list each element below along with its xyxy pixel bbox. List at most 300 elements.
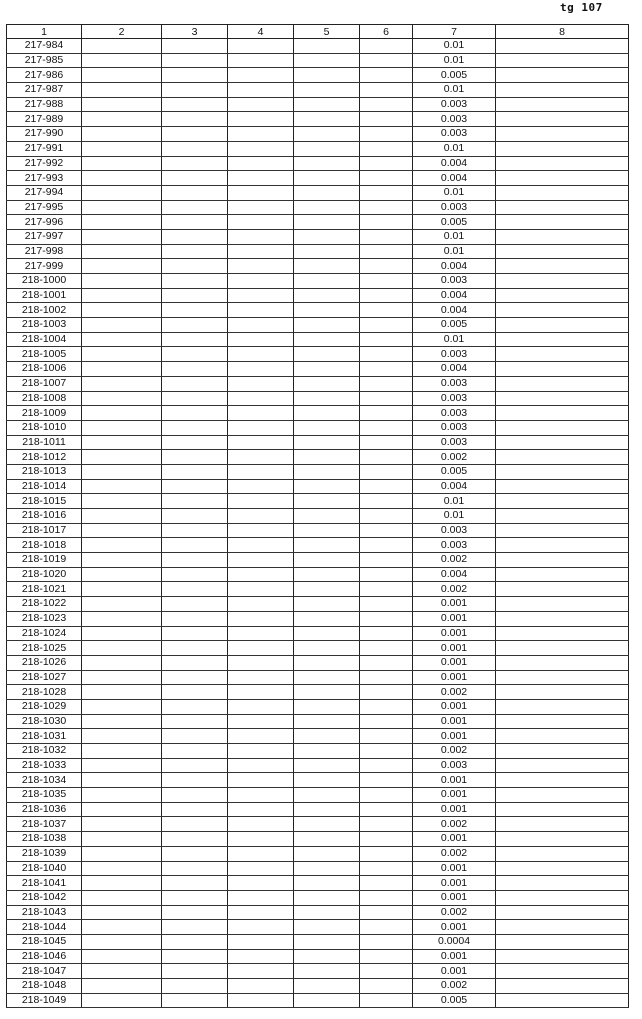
value-cell: 0.001 bbox=[413, 773, 496, 788]
table-row bbox=[7, 244, 629, 259]
empty-cell bbox=[82, 200, 162, 215]
empty-cell bbox=[294, 788, 360, 803]
empty-cell bbox=[360, 788, 413, 803]
table-row bbox=[7, 435, 629, 450]
sample-id-cell: 217-996 bbox=[7, 215, 82, 230]
empty-cell bbox=[294, 83, 360, 98]
empty-cell bbox=[82, 567, 162, 582]
empty-cell bbox=[82, 788, 162, 803]
empty-cell bbox=[360, 846, 413, 861]
empty-cell bbox=[82, 729, 162, 744]
empty-cell bbox=[360, 450, 413, 465]
empty-cell bbox=[360, 920, 413, 935]
value-cell: 0.002 bbox=[413, 979, 496, 994]
value-cell: 0.01 bbox=[413, 229, 496, 244]
value-cell: 0.003 bbox=[413, 406, 496, 421]
empty-cell bbox=[496, 597, 629, 612]
empty-cell bbox=[162, 229, 228, 244]
value-cell: 0.002 bbox=[413, 553, 496, 568]
sample-id-cell: 218-1011 bbox=[7, 435, 82, 450]
empty-cell bbox=[294, 949, 360, 964]
column-header: 5 bbox=[294, 25, 360, 39]
empty-cell bbox=[496, 744, 629, 759]
empty-cell bbox=[228, 979, 294, 994]
empty-cell bbox=[360, 890, 413, 905]
empty-cell bbox=[228, 758, 294, 773]
empty-cell bbox=[228, 259, 294, 274]
sample-id-cell: 218-1001 bbox=[7, 288, 82, 303]
empty-cell bbox=[82, 934, 162, 949]
value-cell: 0.001 bbox=[413, 788, 496, 803]
empty-cell bbox=[294, 773, 360, 788]
empty-cell bbox=[360, 744, 413, 759]
empty-cell bbox=[360, 347, 413, 362]
empty-cell bbox=[360, 303, 413, 318]
empty-cell bbox=[496, 655, 629, 670]
column-header: 1 bbox=[7, 25, 82, 39]
empty-cell bbox=[496, 259, 629, 274]
empty-cell bbox=[162, 641, 228, 656]
empty-cell bbox=[360, 773, 413, 788]
empty-cell bbox=[294, 714, 360, 729]
empty-cell bbox=[82, 141, 162, 156]
value-cell: 0.001 bbox=[413, 861, 496, 876]
sample-id-cell: 218-1005 bbox=[7, 347, 82, 362]
empty-cell bbox=[162, 112, 228, 127]
empty-cell bbox=[496, 729, 629, 744]
empty-cell bbox=[228, 97, 294, 112]
empty-cell bbox=[294, 141, 360, 156]
empty-cell bbox=[294, 274, 360, 289]
table-row bbox=[7, 964, 629, 979]
empty-cell bbox=[360, 420, 413, 435]
empty-cell bbox=[360, 509, 413, 524]
empty-cell bbox=[294, 347, 360, 362]
empty-cell bbox=[496, 274, 629, 289]
empty-cell bbox=[228, 83, 294, 98]
empty-cell bbox=[228, 993, 294, 1008]
value-cell: 0.002 bbox=[413, 744, 496, 759]
empty-cell bbox=[228, 949, 294, 964]
value-cell: 0.003 bbox=[413, 376, 496, 391]
empty-cell bbox=[294, 112, 360, 127]
empty-cell bbox=[228, 215, 294, 230]
empty-cell bbox=[82, 890, 162, 905]
empty-cell bbox=[360, 641, 413, 656]
value-cell: 0.001 bbox=[413, 699, 496, 714]
empty-cell bbox=[162, 494, 228, 509]
empty-cell bbox=[496, 171, 629, 186]
sample-id-cell: 218-1004 bbox=[7, 332, 82, 347]
empty-cell bbox=[82, 509, 162, 524]
column-header: 8 bbox=[496, 25, 629, 39]
empty-cell bbox=[496, 185, 629, 200]
empty-cell bbox=[294, 832, 360, 847]
empty-cell bbox=[228, 318, 294, 333]
empty-cell bbox=[294, 127, 360, 142]
table-row bbox=[7, 597, 629, 612]
empty-cell bbox=[360, 817, 413, 832]
empty-cell bbox=[82, 112, 162, 127]
empty-cell bbox=[82, 714, 162, 729]
empty-cell bbox=[496, 905, 629, 920]
empty-cell bbox=[294, 582, 360, 597]
empty-cell bbox=[360, 39, 413, 54]
table-row bbox=[7, 729, 629, 744]
sample-id-cell: 218-1002 bbox=[7, 303, 82, 318]
table-row bbox=[7, 362, 629, 377]
table-row bbox=[7, 376, 629, 391]
value-cell: 0.001 bbox=[413, 802, 496, 817]
sample-id-cell: 218-1041 bbox=[7, 876, 82, 891]
empty-cell bbox=[82, 964, 162, 979]
page-number-label: tg 107 bbox=[560, 1, 603, 14]
column-header: 3 bbox=[162, 25, 228, 39]
empty-cell bbox=[162, 274, 228, 289]
sample-id-cell: 218-1021 bbox=[7, 582, 82, 597]
empty-cell bbox=[162, 200, 228, 215]
empty-cell bbox=[294, 200, 360, 215]
table-row bbox=[7, 450, 629, 465]
empty-cell bbox=[360, 53, 413, 68]
empty-cell bbox=[82, 362, 162, 377]
table-row bbox=[7, 420, 629, 435]
empty-cell bbox=[228, 817, 294, 832]
empty-cell bbox=[228, 832, 294, 847]
value-cell: 0.003 bbox=[413, 435, 496, 450]
empty-cell bbox=[162, 259, 228, 274]
sample-id-cell: 218-1017 bbox=[7, 523, 82, 538]
empty-cell bbox=[360, 156, 413, 171]
empty-cell bbox=[294, 861, 360, 876]
value-cell: 0.001 bbox=[413, 597, 496, 612]
empty-cell bbox=[82, 288, 162, 303]
empty-cell bbox=[82, 127, 162, 142]
empty-cell bbox=[294, 964, 360, 979]
table-row bbox=[7, 68, 629, 83]
empty-cell bbox=[228, 391, 294, 406]
sample-id-cell: 217-991 bbox=[7, 141, 82, 156]
empty-cell bbox=[162, 993, 228, 1008]
empty-cell bbox=[496, 450, 629, 465]
empty-cell bbox=[162, 244, 228, 259]
sample-id-cell: 218-1038 bbox=[7, 832, 82, 847]
empty-cell bbox=[294, 39, 360, 54]
empty-cell bbox=[162, 509, 228, 524]
empty-cell bbox=[228, 141, 294, 156]
empty-cell bbox=[82, 318, 162, 333]
empty-cell bbox=[496, 229, 629, 244]
empty-cell bbox=[360, 435, 413, 450]
empty-cell bbox=[82, 494, 162, 509]
empty-cell bbox=[496, 479, 629, 494]
sample-id-cell: 218-1026 bbox=[7, 655, 82, 670]
sample-id-cell: 218-1030 bbox=[7, 714, 82, 729]
empty-cell bbox=[360, 523, 413, 538]
empty-cell bbox=[82, 406, 162, 421]
table-row bbox=[7, 582, 629, 597]
empty-cell bbox=[294, 876, 360, 891]
value-cell: 0.004 bbox=[413, 567, 496, 582]
table-row bbox=[7, 185, 629, 200]
value-cell: 0.003 bbox=[413, 758, 496, 773]
empty-cell bbox=[496, 523, 629, 538]
value-cell: 0.004 bbox=[413, 171, 496, 186]
empty-cell bbox=[294, 744, 360, 759]
empty-cell bbox=[496, 112, 629, 127]
empty-cell bbox=[360, 288, 413, 303]
empty-cell bbox=[82, 905, 162, 920]
table-row bbox=[7, 934, 629, 949]
sample-id-cell: 218-1006 bbox=[7, 362, 82, 377]
empty-cell bbox=[496, 993, 629, 1008]
table-row bbox=[7, 538, 629, 553]
empty-cell bbox=[360, 318, 413, 333]
sample-id-cell: 217-987 bbox=[7, 83, 82, 98]
empty-cell bbox=[496, 156, 629, 171]
sample-id-cell: 218-1037 bbox=[7, 817, 82, 832]
empty-cell bbox=[496, 332, 629, 347]
empty-cell bbox=[82, 773, 162, 788]
sample-id-cell: 217-997 bbox=[7, 229, 82, 244]
empty-cell bbox=[228, 112, 294, 127]
sample-id-cell: 218-1045 bbox=[7, 934, 82, 949]
value-cell: 0.003 bbox=[413, 391, 496, 406]
empty-cell bbox=[496, 318, 629, 333]
table-row bbox=[7, 758, 629, 773]
empty-cell bbox=[360, 861, 413, 876]
sample-id-cell: 218-1014 bbox=[7, 479, 82, 494]
empty-cell bbox=[228, 861, 294, 876]
empty-cell bbox=[294, 97, 360, 112]
sample-id-cell: 217-985 bbox=[7, 53, 82, 68]
empty-cell bbox=[360, 97, 413, 112]
table-row bbox=[7, 332, 629, 347]
empty-cell bbox=[360, 729, 413, 744]
data-table bbox=[6, 24, 629, 1008]
empty-cell bbox=[82, 949, 162, 964]
empty-cell bbox=[294, 185, 360, 200]
table-row bbox=[7, 229, 629, 244]
empty-cell bbox=[294, 817, 360, 832]
sample-id-cell: 218-1024 bbox=[7, 626, 82, 641]
empty-cell bbox=[162, 303, 228, 318]
empty-cell bbox=[228, 626, 294, 641]
empty-cell bbox=[496, 509, 629, 524]
empty-cell bbox=[228, 905, 294, 920]
empty-cell bbox=[294, 729, 360, 744]
empty-cell bbox=[82, 464, 162, 479]
table-row bbox=[7, 274, 629, 289]
empty-cell bbox=[82, 876, 162, 891]
table-row bbox=[7, 890, 629, 905]
empty-cell bbox=[496, 435, 629, 450]
value-cell: 0.004 bbox=[413, 362, 496, 377]
empty-cell bbox=[162, 597, 228, 612]
empty-cell bbox=[228, 464, 294, 479]
empty-cell bbox=[162, 802, 228, 817]
empty-cell bbox=[82, 274, 162, 289]
empty-cell bbox=[228, 53, 294, 68]
table-row bbox=[7, 773, 629, 788]
empty-cell bbox=[162, 655, 228, 670]
value-cell: 0.003 bbox=[413, 127, 496, 142]
empty-cell bbox=[294, 420, 360, 435]
empty-cell bbox=[294, 611, 360, 626]
empty-cell bbox=[294, 494, 360, 509]
value-cell: 0.001 bbox=[413, 655, 496, 670]
value-cell: 0.001 bbox=[413, 832, 496, 847]
empty-cell bbox=[162, 288, 228, 303]
empty-cell bbox=[294, 905, 360, 920]
empty-cell bbox=[360, 274, 413, 289]
empty-cell bbox=[82, 376, 162, 391]
empty-cell bbox=[228, 744, 294, 759]
sample-id-cell: 218-1039 bbox=[7, 846, 82, 861]
empty-cell bbox=[162, 920, 228, 935]
empty-cell bbox=[294, 68, 360, 83]
empty-cell bbox=[294, 920, 360, 935]
empty-cell bbox=[162, 435, 228, 450]
empty-cell bbox=[162, 332, 228, 347]
empty-cell bbox=[496, 949, 629, 964]
empty-cell bbox=[496, 979, 629, 994]
empty-cell bbox=[496, 611, 629, 626]
sample-id-cell: 218-1008 bbox=[7, 391, 82, 406]
empty-cell bbox=[496, 788, 629, 803]
table-body bbox=[7, 39, 629, 1008]
empty-cell bbox=[228, 699, 294, 714]
value-cell: 0.005 bbox=[413, 464, 496, 479]
value-cell: 0.001 bbox=[413, 626, 496, 641]
empty-cell bbox=[360, 964, 413, 979]
empty-cell bbox=[360, 655, 413, 670]
empty-cell bbox=[82, 97, 162, 112]
empty-cell bbox=[228, 450, 294, 465]
empty-cell bbox=[496, 83, 629, 98]
sample-id-cell: 218-1044 bbox=[7, 920, 82, 935]
empty-cell bbox=[294, 538, 360, 553]
empty-cell bbox=[82, 641, 162, 656]
empty-cell bbox=[360, 993, 413, 1008]
empty-cell bbox=[82, 53, 162, 68]
table-row bbox=[7, 464, 629, 479]
empty-cell bbox=[82, 185, 162, 200]
empty-cell bbox=[496, 244, 629, 259]
empty-cell bbox=[228, 171, 294, 186]
empty-cell bbox=[294, 509, 360, 524]
empty-cell bbox=[82, 861, 162, 876]
empty-cell bbox=[496, 714, 629, 729]
empty-cell bbox=[228, 435, 294, 450]
empty-cell bbox=[294, 934, 360, 949]
table-row bbox=[7, 303, 629, 318]
empty-cell bbox=[162, 347, 228, 362]
empty-cell bbox=[162, 714, 228, 729]
empty-cell bbox=[82, 626, 162, 641]
empty-cell bbox=[228, 420, 294, 435]
value-cell: 0.003 bbox=[413, 347, 496, 362]
empty-cell bbox=[496, 420, 629, 435]
empty-cell bbox=[82, 582, 162, 597]
empty-cell bbox=[162, 964, 228, 979]
sample-id-cell: 218-1000 bbox=[7, 274, 82, 289]
table-row bbox=[7, 993, 629, 1008]
empty-cell bbox=[228, 846, 294, 861]
table-row bbox=[7, 259, 629, 274]
empty-cell bbox=[360, 200, 413, 215]
value-cell: 0.001 bbox=[413, 964, 496, 979]
empty-cell bbox=[82, 920, 162, 935]
sample-id-cell: 218-1003 bbox=[7, 318, 82, 333]
empty-cell bbox=[162, 68, 228, 83]
empty-cell bbox=[162, 464, 228, 479]
sample-id-cell: 217-990 bbox=[7, 127, 82, 142]
table-row bbox=[7, 171, 629, 186]
empty-cell bbox=[82, 479, 162, 494]
empty-cell bbox=[228, 788, 294, 803]
empty-cell bbox=[162, 685, 228, 700]
empty-cell bbox=[82, 215, 162, 230]
sample-id-cell: 218-1012 bbox=[7, 450, 82, 465]
table-row bbox=[7, 215, 629, 230]
empty-cell bbox=[82, 347, 162, 362]
empty-cell bbox=[228, 523, 294, 538]
empty-cell bbox=[496, 861, 629, 876]
empty-cell bbox=[496, 200, 629, 215]
table-row bbox=[7, 876, 629, 891]
empty-cell bbox=[360, 391, 413, 406]
empty-cell bbox=[228, 641, 294, 656]
empty-cell bbox=[82, 435, 162, 450]
empty-cell bbox=[294, 376, 360, 391]
empty-cell bbox=[162, 773, 228, 788]
empty-cell bbox=[228, 802, 294, 817]
empty-cell bbox=[82, 611, 162, 626]
empty-cell bbox=[496, 553, 629, 568]
empty-cell bbox=[162, 832, 228, 847]
empty-cell bbox=[360, 215, 413, 230]
empty-cell bbox=[82, 450, 162, 465]
empty-cell bbox=[360, 934, 413, 949]
empty-cell bbox=[294, 259, 360, 274]
empty-cell bbox=[360, 464, 413, 479]
empty-cell bbox=[360, 479, 413, 494]
empty-cell bbox=[82, 39, 162, 54]
table-row bbox=[7, 112, 629, 127]
empty-cell bbox=[496, 39, 629, 54]
empty-cell bbox=[294, 523, 360, 538]
empty-cell bbox=[294, 655, 360, 670]
empty-cell bbox=[496, 97, 629, 112]
empty-cell bbox=[82, 171, 162, 186]
empty-cell bbox=[162, 538, 228, 553]
empty-cell bbox=[162, 846, 228, 861]
table-row bbox=[7, 494, 629, 509]
empty-cell bbox=[228, 185, 294, 200]
sample-id-cell: 218-1029 bbox=[7, 699, 82, 714]
table-row bbox=[7, 979, 629, 994]
table-row bbox=[7, 641, 629, 656]
empty-cell bbox=[496, 376, 629, 391]
value-cell: 0.003 bbox=[413, 200, 496, 215]
table-row bbox=[7, 905, 629, 920]
empty-cell bbox=[228, 494, 294, 509]
empty-cell bbox=[360, 127, 413, 142]
empty-cell bbox=[496, 494, 629, 509]
value-cell: 0.001 bbox=[413, 876, 496, 891]
empty-cell bbox=[162, 567, 228, 582]
